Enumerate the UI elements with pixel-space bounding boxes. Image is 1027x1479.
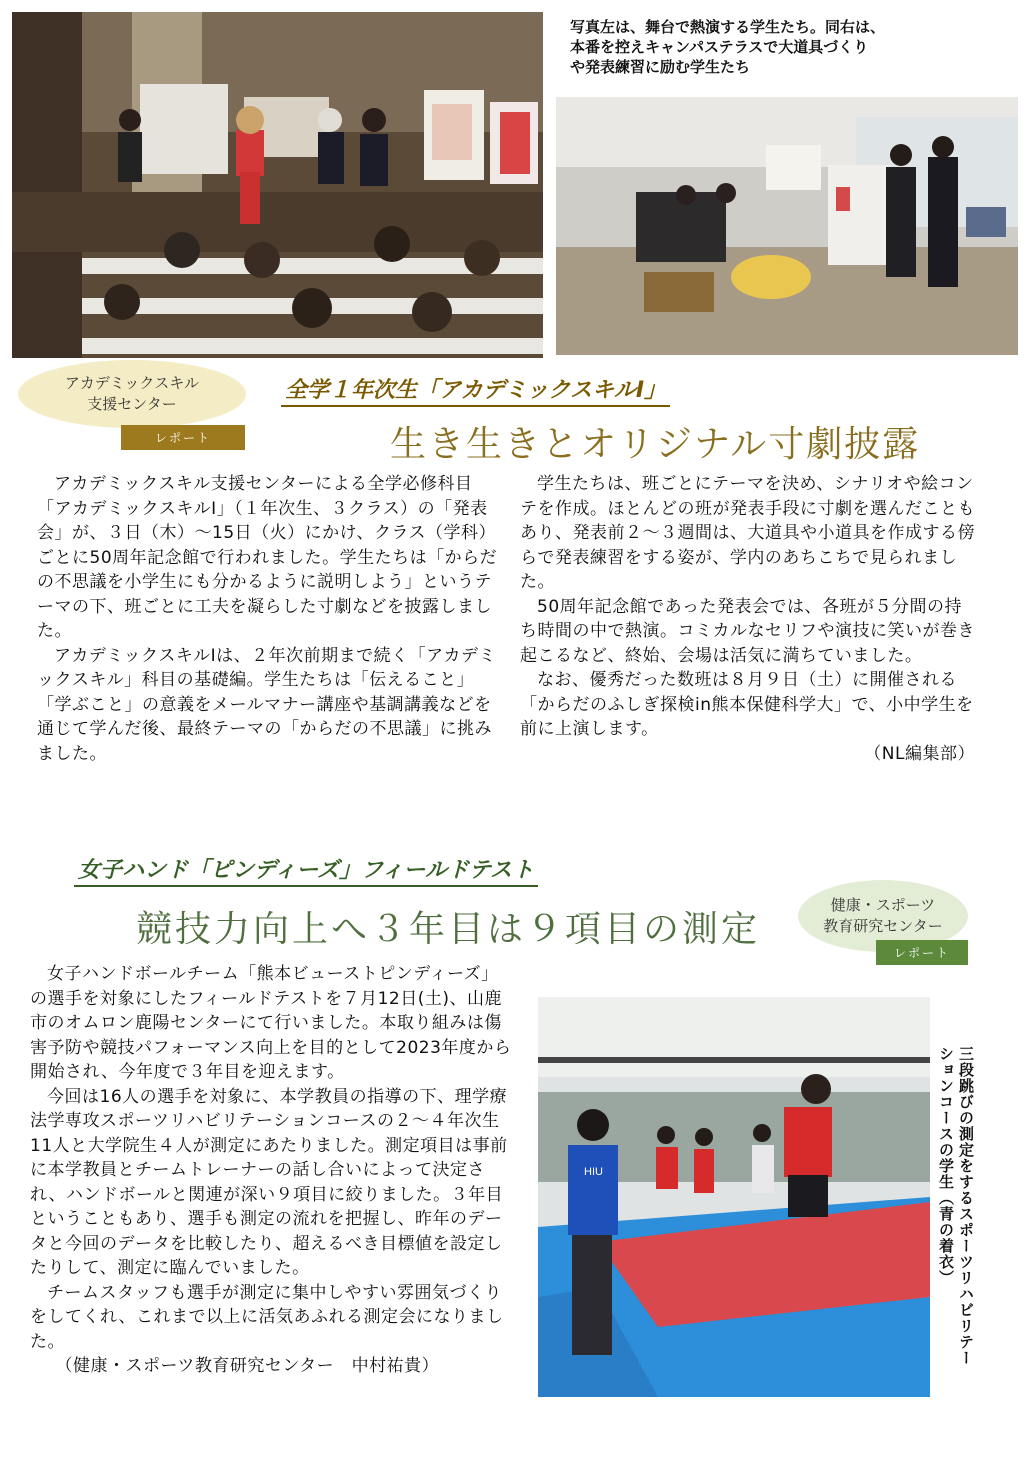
- paragraph: アカデミックスキル支援センターによる全学必修科目「アカデミックスキルⅠ」（１年次生、３クラス）の「発表会」が、３日（木）～15日（火）にかけ、クラス（学科）ごとに50周年記念館で行われました。学生たちは「からだの不思議を小学生にも分かるように説明しよう」というテーマの下、班ごとに工夫を凝らした寸劇などを披露しました。: [37, 474, 498, 641]
- article1-headline: 生き生きとオリジナル寸劇披露: [390, 424, 921, 465]
- article2-headline: 競技力向上へ３年目は９項目の測定: [136, 909, 761, 950]
- triple-jump-photo: [538, 997, 930, 1397]
- article2-column: [30, 962, 512, 1379]
- campus-terrace-photo: [556, 97, 1018, 355]
- article1-column-left: [37, 472, 499, 766]
- article1-signature: （NL編集部）: [864, 743, 975, 764]
- article2-subheading: 女子ハンド「ピンディーズ」フィールドテスト: [78, 853, 534, 884]
- triple-jump-photo-caption: 三段跳びの測定をするスポーツリハビリテーションコースの学生（青の着衣）: [937, 1046, 975, 1366]
- subheading-underline: [74, 885, 538, 887]
- paragraph: チームスタッフも選手が測定に集中しやすい雰囲気づくりをしてくれ、これまで以上に活気あふれる測定会になりました。: [30, 1282, 504, 1352]
- paragraph: 50周年記念館であった発表会では、各班が５分間の持ち時間の中で熱演。コミカルなセリフや演技に笑いが巻き起こるなど、終始、会場は活気に満ちていました。: [520, 596, 975, 666]
- paragraph: 女子ハンドボールチーム「熊本ビューストピンディーズ」の選手を対象にしたフィールドテストを７月12日(土)、山鹿市のオムロン鹿陽センターにて行いました。本取り組みは傷害予防や競技パフォーマンス向上を目的として2023年度から開始され、今年度で３年目を迎えます。: [30, 964, 512, 1082]
- article2-signature: （健康・スポーツ教育研究センター 中村祐貴）: [55, 1356, 440, 1376]
- article1-subheading: 全学１年次生「アカデミックスキルⅠ」: [285, 373, 666, 404]
- subheading-underline: [281, 405, 670, 407]
- paragraph: アカデミックスキルⅠは、２年次前期まで続く「アカデミックスキル」科目の基礎編。学生たちは「伝えること」「学ぶこと」の意義をメールマナー講座や基調講義などを通じて学んだ後、最終テーマの「からだの不思議」に挑みました。: [37, 645, 496, 764]
- paragraph: 今回は16人の選手を対象に、本学教員の指導の下、理学療法学専攻スポーツリハビリテーションコースの２～４年次生11人と大学院生４人が測定にあたりました。測定項目は事前に本学教員とチームトレーナーの話し合いによって決定され、ハンドボールと関連が深い９項目に絞りました。３年目ということもあり、選手も測定の流れを把握し、昨年のデータと今回のデータを比較したり、超えるべき目標値を設定したりして、測定に臨んでいました。: [30, 1086, 508, 1278]
- article1-column-right: [520, 472, 975, 766]
- academic-skill-center-label: アカデミックスキル 支援センター: [18, 360, 246, 428]
- paragraph: なお、優秀だった数班は８月９日（土）に開催される「からだのふしぎ探検in熊本保健科学大」で、小中学生を前に上演します。: [520, 670, 974, 739]
- top-photo-caption: 写真左は、舞台で熱演する学生たち。同右は、 本番を控えキャンパステラスで大道具づくり や発表練習に励む学生たち: [570, 18, 886, 76]
- stage-performance-photo: [12, 12, 543, 358]
- paragraph: 学生たちは、班ごとにテーマを決め、シナリオや絵コンテを作成。ほとんどの班が発表手段に寸劇を選んだこともあり、発表前２～３週間は、大道具や小道具を作成する傍らで発表練習をする姿が、学内のあちこちで見られました。: [520, 474, 975, 592]
- report-tag: レポート: [121, 425, 245, 450]
- sports-center-label: 健康・スポーツ 教育研究センター: [798, 880, 968, 952]
- bib-text: HIU: [584, 1166, 603, 1178]
- report-tag: レポート: [876, 940, 968, 965]
